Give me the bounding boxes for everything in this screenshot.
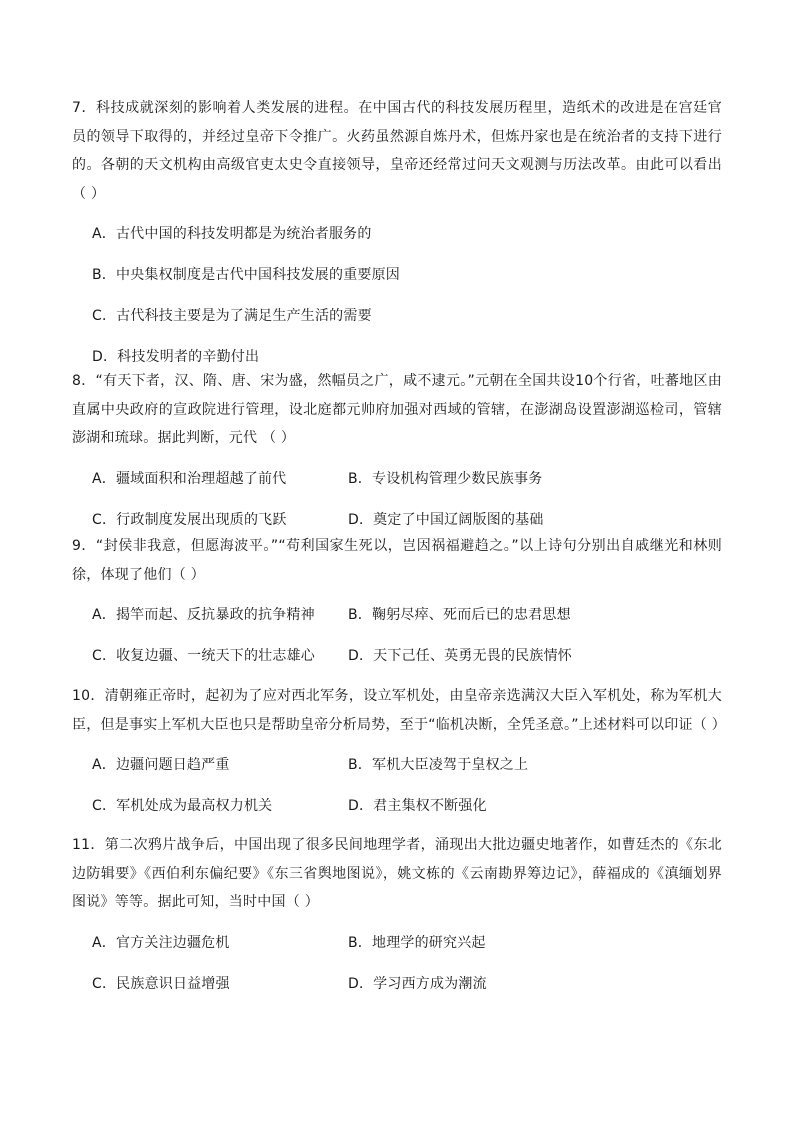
question-10 — [72, 682, 726, 833]
option-b[interactable]: B．中央集权制度是古代中国科技发展的重要原因 — [92, 267, 401, 283]
question-11 — [72, 831, 722, 1011]
option-b[interactable]: B．专设机构管理少数民族事务 — [348, 470, 543, 487]
option-a[interactable]: A．古代中国的科技发明都是为统治者服务的 — [92, 226, 372, 242]
option-b[interactable]: B．地理学的研究兴起 — [348, 934, 486, 951]
question-9 — [72, 532, 722, 683]
option-a[interactable]: A．边疆问题日趋严重 — [92, 757, 230, 773]
option-c[interactable]: C．古代科技主要是为了满足生产生活的需要 — [92, 308, 372, 324]
option-a[interactable]: A．疆域面积和治理超越了前代 — [92, 470, 287, 487]
options-grid — [72, 751, 722, 833]
option-a[interactable]: A．官方关注边疆危机 — [92, 934, 230, 951]
question-stem: 8．“有天下者，汉、隋、唐、宋为盛，然幅员之广，咸不逮元。”元朝在全国共设10个行省，吐蕃地区由直属中央政府的宣政院进行管理，设北庭都元帅府加强对西域的管辖，在澎湖岛设置澎湖巡检司，管辖澎湖和琉球。据此判断，元代 （ ） — [72, 373, 722, 446]
question-7 — [72, 94, 722, 384]
option-d[interactable]: D．科技发明者的辛勤付出 — [92, 349, 260, 365]
option-d[interactable]: D．天下己任、英勇无畏的民族情怀 — [348, 648, 572, 664]
options-list — [72, 220, 722, 384]
option-d[interactable]: D．奠定了中国辽阔版图的基础 — [348, 511, 544, 528]
option-b[interactable]: B．鞠躬尽瘁、死而后已的忠君思想 — [348, 607, 571, 623]
option-d[interactable]: D．学习西方成为潮流 — [348, 975, 487, 992]
question-stem: 7．科技成就深刻的影响着人类发展的进程。在中国古代的科技发展历程里，造纸术的改进是在宫廷官员的领导下取得的，并经过皇帝下令推广。火药虽然源自炼丹术，但炼丹家也是在统治者的支持下进行的。各朝的天文机构由高级官吏太史令直接领导，皇帝还经常过问天文观测与历法改革。由此可以看出（ ） — [72, 100, 722, 202]
options-grid — [72, 601, 722, 683]
question-stem: 11．第二次鸦片战争后，中国出现了很多民间地理学者，涌现出大批边疆史地著作，如曹廷杰的《东北边防辑要》《西伯利东偏纪要》《东三省舆地图说》，姚文栋的《云南勘界筹边记》，薛福成的《滇缅划界图说》等等。据此可知，当时中国（ ） — [72, 837, 722, 910]
question-stem: 10．清朝雍正帝时，起初为了应对西北军务，设立军机处，由皇帝亲选满汉大臣入军机处，称为军机大臣，但是事实上军机大臣也只是帮助皇帝分析局势，至于“临机决断，全凭圣意。”上述材料可以印证（ ） — [72, 688, 726, 733]
options-grid — [72, 929, 722, 1011]
question-stem: 9．“封侯非我意，但愿海波平。”“苟利国家生死以，岂因祸福避趋之。”以上诗句分别出自戚继光和林则徐，体现了他们（ ） — [72, 538, 722, 583]
option-c[interactable]: C．收复边疆、一统天下的壮志雄心 — [92, 648, 315, 664]
option-c[interactable]: C．军机处成为最高权力机关 — [92, 798, 273, 814]
option-a[interactable]: A．揭竿而起、反抗暴政的抗争精神 — [92, 607, 315, 623]
question-8 — [72, 367, 722, 547]
option-c[interactable]: C．民族意识日益增强 — [92, 975, 230, 992]
option-d[interactable]: D．君主集权不断强化 — [348, 798, 487, 814]
option-b[interactable]: B．军机大臣凌驾于皇权之上 — [348, 757, 529, 773]
option-c[interactable]: C．行政制度发展出现质的飞跃 — [92, 511, 287, 528]
